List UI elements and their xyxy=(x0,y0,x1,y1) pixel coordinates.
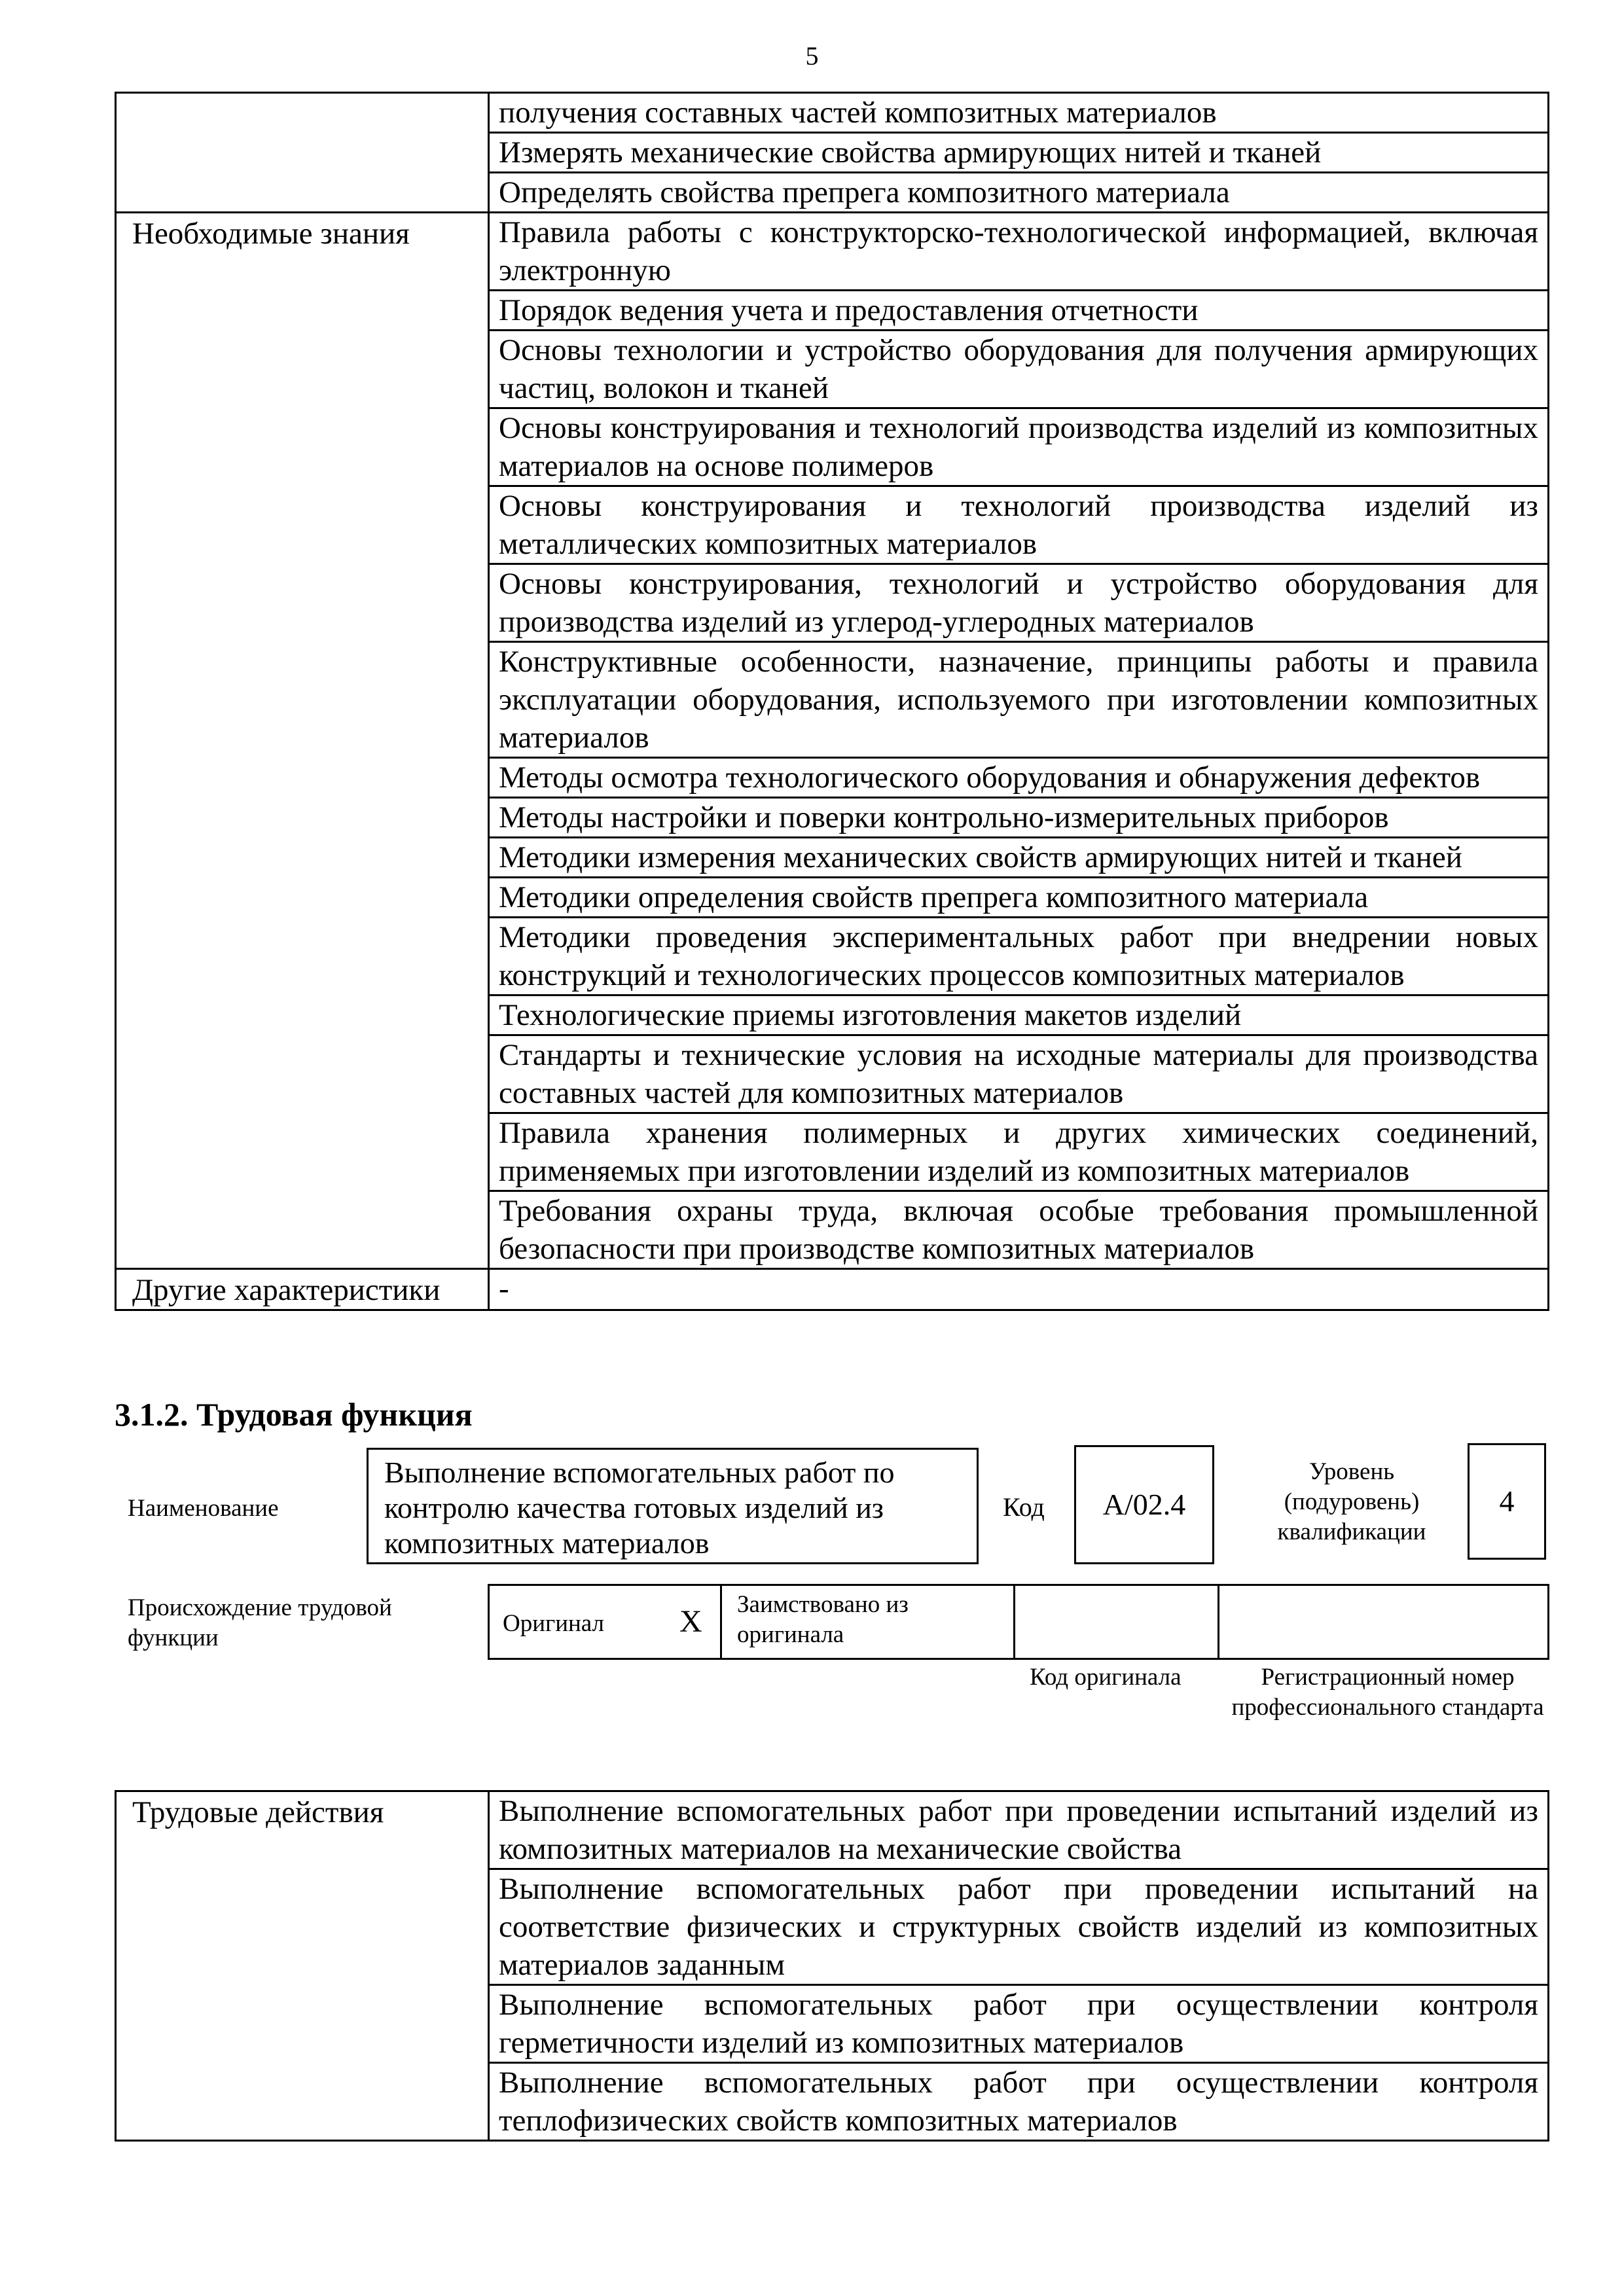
table-cell-text: Методы осмотра технологического оборудования и обнаружения дефектов xyxy=(489,758,1549,798)
code-label: Код xyxy=(1003,1492,1045,1522)
table-cell-text: Методы настройки и поверки контрольно-измерительных приборов xyxy=(489,798,1549,838)
labor-actions-table xyxy=(115,1790,1549,2142)
table-cell-text: Стандарты и технические условия на исходные материалы для производства составных частей для композитных материалов xyxy=(489,1035,1549,1113)
table-cell-text: Методики измерения механических свойств армирующих нитей и тканей xyxy=(489,838,1549,878)
table-cell-text: Основы технологии и устройство оборудования для получения армирующих частиц, волокон и тканей xyxy=(489,331,1549,408)
table-row xyxy=(116,1791,1549,1869)
name-label: Наименование xyxy=(128,1495,279,1522)
table-cell-text: Правила работы с конструкторско-технологической информацией, включая электронную xyxy=(489,213,1549,291)
original-mark: X xyxy=(679,1604,702,1639)
table-cell-text: Выполнение вспомогательных работ при проведении испытаний изделий из композитных материалов на механические свойства xyxy=(489,1791,1549,1869)
row-label-required-knowledge: Необходимые знания xyxy=(116,213,489,1269)
knowledge-table xyxy=(115,92,1549,1311)
level-value-box: 4 xyxy=(1468,1443,1546,1560)
origin-divider xyxy=(1218,1584,1219,1660)
table-cell-text: Выполнение вспомогательных работ при осуществлении контроля герметичности изделий из композитных материалов xyxy=(489,1985,1549,2063)
borrowed-label: Заимствовано из оригинала xyxy=(737,1591,909,1648)
table-cell-text: Методики проведения экспериментальных работ при внедрении новых конструкций и технологических процессов композитных материалов xyxy=(489,918,1549,996)
origin-divider xyxy=(1013,1584,1015,1660)
level-label: Уровень (подуровень) квалификации xyxy=(1277,1458,1426,1545)
table-cell-text: Методики определения свойств препрега композитного материала xyxy=(489,878,1549,918)
row-label-labor-actions: Трудовые действия xyxy=(116,1791,489,2141)
table-cell-text: Основы конструирования и технологий производства изделий из металлических композитных материалов xyxy=(489,486,1549,564)
table-row xyxy=(116,1269,1549,1310)
page-number: 5 xyxy=(805,41,819,71)
table-cell-text: получения составных частей композитных материалов xyxy=(489,93,1549,133)
table-row xyxy=(116,93,1549,133)
table-cell-text: Определять свойства препрега композитного материала xyxy=(489,173,1549,213)
reg-number-caption: Регистрационный номер профессионального стандарта xyxy=(1231,1664,1544,1721)
origin-box xyxy=(488,1584,1549,1660)
row-label-other-characteristics: Другие характеристики xyxy=(116,1269,489,1310)
table-cell-text: Измерять механические свойства армирующих нитей и тканей xyxy=(489,133,1549,173)
table-cell-empty-label xyxy=(116,93,489,213)
code-original-caption: Код оригинала xyxy=(1030,1664,1182,1691)
table-cell-text: - xyxy=(489,1269,1549,1310)
table-cell-text: Требования охраны труда, включая особые требования промышленной безопасности при производстве композитных материалов xyxy=(489,1191,1549,1269)
origin-divider xyxy=(720,1584,722,1660)
table-cell-text: Порядок ведения учета и предоставления отчетности xyxy=(489,291,1549,331)
table-cell-text: Основы конструирования, технологий и устройство оборудования для производства изделий из углерод-углеродных материалов xyxy=(489,564,1549,642)
table-cell-text: Выполнение вспомогательных работ при осуществлении контроля теплофизических свойств композитных материалов xyxy=(489,2063,1549,2141)
table-cell-text: Выполнение вспомогательных работ при проведении испытаний на соответствие физических и структурных свойств изделий из композитных материалов заданным xyxy=(489,1869,1549,1985)
code-value-box: A/02.4 xyxy=(1074,1445,1214,1564)
section-heading: 3.1.2. Трудовая функция xyxy=(115,1396,473,1433)
table-row xyxy=(116,213,1549,291)
original-label: Оригинал xyxy=(503,1610,605,1637)
table-cell-text: Технологические приемы изготовления макетов изделий xyxy=(489,996,1549,1035)
table-cell-text: Конструктивные особенности, назначение, принципы работы и правила эксплуатации оборудования, используемого при изготовлении композитных материалов xyxy=(489,642,1549,758)
origin-label: Происхождение трудовой функции xyxy=(128,1594,392,1651)
table-cell-text: Правила хранения полимерных и других химических соединений, применяемых при изготовлении изделий из композитных материалов xyxy=(489,1113,1549,1191)
function-name-box: Выполнение вспомогательных работ по контролю качества готовых изделий из композитных материалов xyxy=(367,1448,979,1564)
table-cell-text: Основы конструирования и технологий производства изделий из композитных материалов на основе полимеров xyxy=(489,408,1549,486)
